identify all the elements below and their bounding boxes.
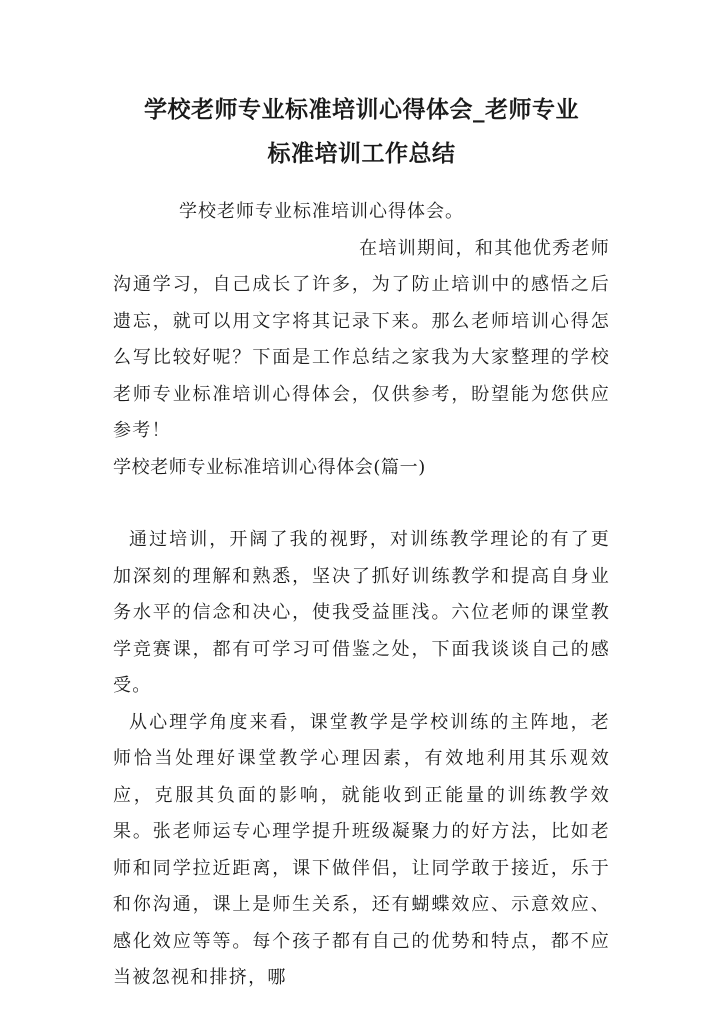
document-title: [113, 88, 610, 176]
title-line-2: 标准培训工作总结: [267, 141, 456, 167]
title-line-1: 学校老师专业标准培训心得体会_老师专业: [144, 97, 579, 123]
subtitle: 学校老师专业标准培训心得体会。: [179, 201, 464, 222]
intro-section: [113, 194, 610, 486]
document-page: [113, 88, 610, 997]
body-paragraph-2: 从心理学角度来看，课堂教学是学校训练的主阵地，老师恰当处理好课堂教学心理因素，有效地利用其乐观效应，克服其负面的影响，就能收到正能量的训练教学效果。张老师运专心理学提升班级凝聚力的好方法，比如老师和同学拉近距离，课下做伴侣，让同学敢于接近，乐于和你沟通，课上是师生关系，还有蝴蝶效应、示意效应、感化效应等等。每个孩子都有自己的优势和特点，都不应当被忽视和排挤，哪: [113, 711, 610, 988]
intro-first-line: 在培训期间，和其他优秀老师: [359, 237, 610, 259]
body-section: [113, 522, 610, 997]
body-paragraph-1: 通过培训，开阔了我的视野，对训练教学理论的有了更加深刻的理解和熟悉，坚决了抓好训练教学和提高自身业务水平的信念和决心，使我受益匪浅。六位老师的课堂教学竞赛课，都有可学习可借鉴之处，下面我谈谈自己的感受。: [113, 529, 610, 696]
section-heading: 学校老师专业标准培训心得体会(篇一): [113, 456, 426, 478]
intro-paragraph: 沟通学习，自己成长了许多，为了防止培训中的感悟之后遗忘，就可以用文字将其记录下来。那么老师培训心得怎么写比较好呢？下面是工作总结之家我为大家整理的学校老师专业标准培训心得体会，仅供参考，盼望能为您供应参考！: [113, 274, 610, 441]
